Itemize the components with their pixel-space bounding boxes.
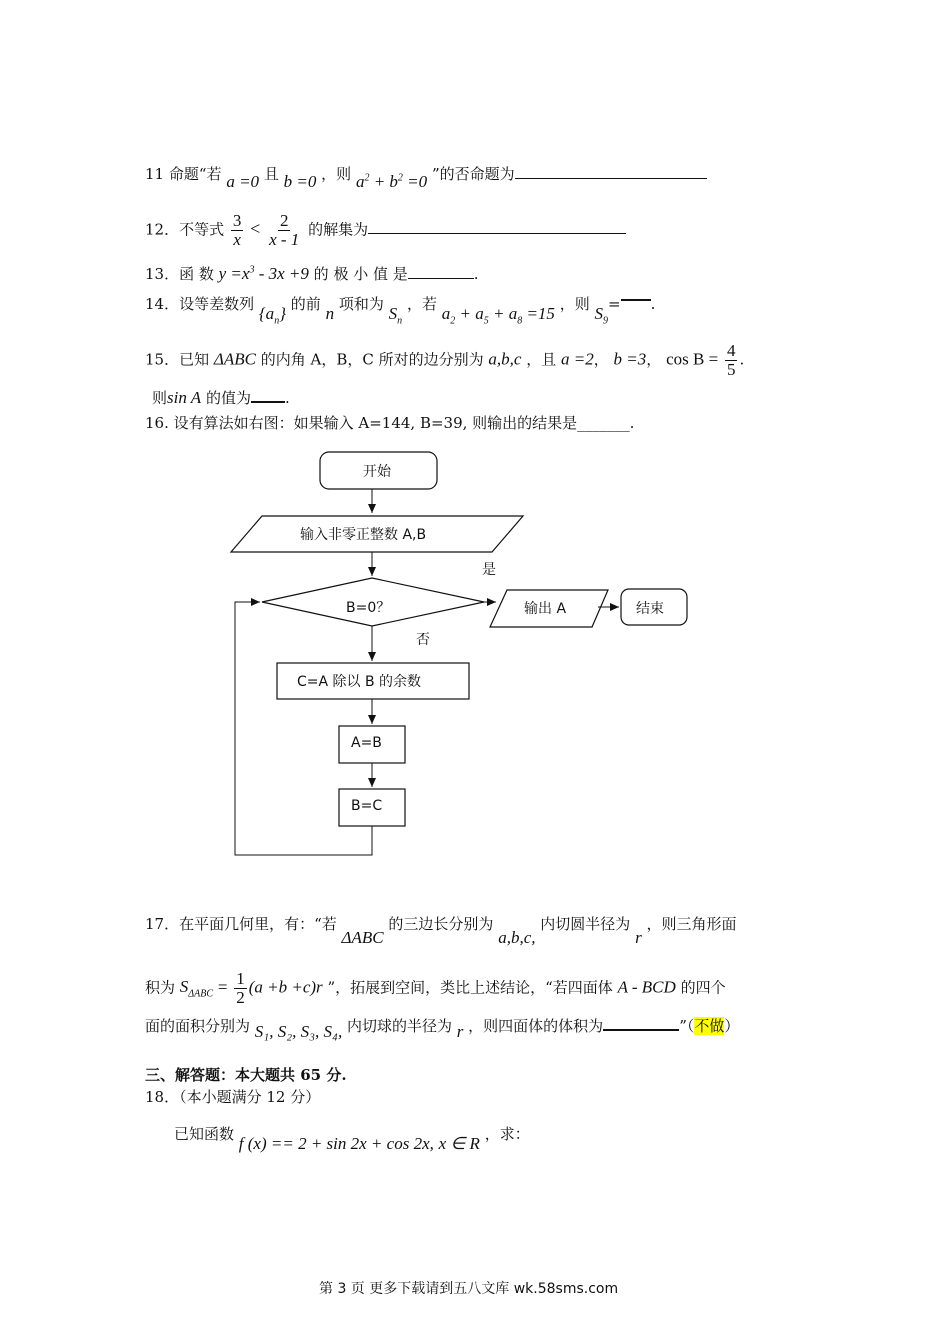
section-heading: 三、解答题：本大题共 65 分. [145,1066,347,1084]
decision-label: B=0？ [346,600,391,616]
question-11: 11 命题“若 a =0 且 b =0 ，则 $a^2 + b^2 =0$ ”的否命题为 [145,164,707,184]
step2-label: A=B [351,735,382,751]
question-15-line2: 则sin A 的值为 . [152,388,290,407]
yes-label: 是 [482,562,496,578]
question-17-line3: 面的面积分别为 S₁, S₂, S₃, S₄, 内切球的半径为 r ，则四面体的体积为 ”（不做） [145,1017,740,1041]
fraction: $\frac{1}{2}$ [236,969,245,1007]
question-18: 已知函数 f (x) == 2 + sin 2x + cos 2x, x ∈ R ，求： [174,1125,530,1153]
fraction: $\frac{4}{5}$ [726,341,736,379]
page-footer: 第 3 页 更多下载请到五八文库 wk.58sms.com [319,1281,619,1297]
fraction: $\frac{3}{x}$ [232,211,242,249]
start-label: 开始 [363,464,391,480]
output-label: 输出 A [524,601,567,617]
question-14: 14．设等差数列 $\{a_n\}$ 的前 n 项和为 $S_n$ ，若 $a_2 + a_5 + a_8 =15$ ，则 $S_9=$ . [145,295,656,327]
answer-blank[interactable] [603,1029,679,1031]
step3-label: B=C [351,798,383,814]
question-17: 17．在平面几何里，有：“若 ΔABC 的三边长分别为 a,b,c, 内切圆半径为 r ，则三角形面 [145,915,737,947]
question-12: 12．不等式 $\frac{3}{x}$ < $\frac{2}{x - 1}$ 的解集为 [145,212,626,249]
question-13: 13．函 数 $y =x^3 - 3x +9$ 的 极 小 值 是 . [145,264,479,283]
question-16: 16. 设有算法如右图：如果输入 A=144, B=39, 则输出的结果是_______. [145,414,635,432]
question-15: 15．已知 ΔABC 的内角 A，B，C 所对的边分别为 a,b,c ，且 a =2， b =3， cos B = $\frac{4}{5}$ . [145,341,745,379]
fraction: $\frac{2}{x - 1}$ [269,211,300,249]
end-label: 结束 [636,601,664,617]
highlight-note: 不做 [694,1017,725,1035]
question-17-line2: 积为 $S_{\Delta ABC}$ = $\frac{1}{2}$ (a +b +c)r ”，拓展到空间，类比上述结论，“若四面体 A - BCD 的四个 [145,969,726,1007]
input-label: 输入非零正整数 A,B [300,527,427,543]
step1-label: C=A 除以 B 的余数 [297,674,422,690]
no-label: 否 [416,632,430,648]
question-18-label: 18．（本小题满分 12 分） [145,1088,321,1106]
